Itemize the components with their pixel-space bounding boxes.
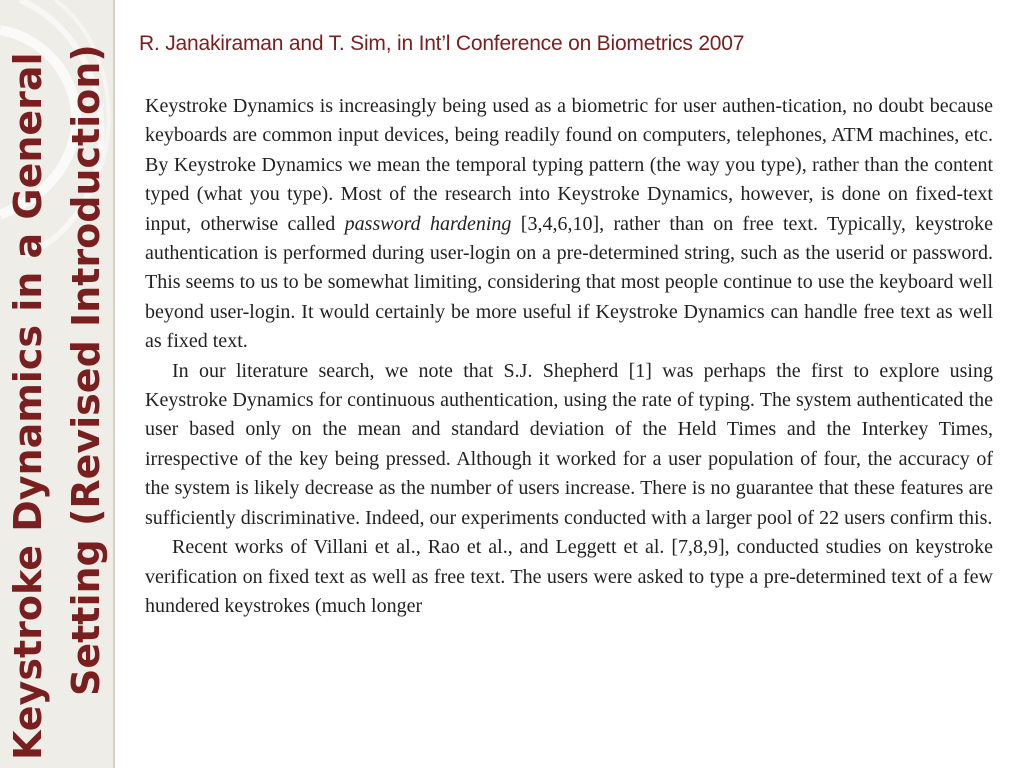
slide-title-line1: Keystroke Dynamics in a General xyxy=(6,52,50,760)
slide-title xyxy=(0,40,114,760)
paragraph-1-before: Keystroke Dynamics is increasingly being used as a biometric for user authen-tication, no doubt because keyboards are common input devices, being readily found on computers, telephones, ATM machines, etc. By Keystroke Dynamics we mean the temporal typing pattern (the way you type), rather than the content typed (what you type). Most of the research into Keystroke Dynamics, however, is done on fixed-text input, otherwise called xyxy=(145,95,993,235)
sidebar-divider xyxy=(113,0,115,768)
paragraph-3: Recent works of Villani et al., Rao et al., and Leggett et al. [7,8,9], conducted studies on keystroke verification on fixed text as well as free text. The users were asked to type a pre-determined text of a few hundered keystrokes (much longer xyxy=(145,536,993,617)
body-text xyxy=(145,92,993,621)
sidebar xyxy=(0,0,114,768)
paragraph-1-emphasis: password hardening xyxy=(344,212,512,235)
citation-header: R. Janakiraman and T. Sim, in Int’l Conference on Biometrics 2007 xyxy=(139,32,745,55)
paragraph-1-after: [3,4,6,10], rather than on free text. Typically, keystroke authentication is performed during user-login on a pre-determined string, such as the userid or password. This seems to us to be somewhat limiting, considering that most people continue to use the keyboard well beyond user-login. It would certainly be more useful if Keystroke Dynamics can handle free text as well as fixed text. xyxy=(145,212,993,353)
paragraph-1 xyxy=(145,92,993,357)
paragraph-2: In our literature search, we note that S.J. Shepherd [1] was perhaps the first to explore using Keystroke Dynamics for continuous authentication, using the rate of typing. The system authenticated the user based only on the mean and standard deviation of the Held Times and the Interkey Times, irrespective of the key being pressed. Although it worked for a user population of four, the accuracy of the system is likely decrease as the number of users increase. There is no guarantee that these features are sufficiently discriminative. Indeed, our experiments conducted with a larger pool of 22 users confirm this. xyxy=(145,359,993,529)
slide-title-line2: Setting (Revised Introduction) xyxy=(64,44,108,696)
